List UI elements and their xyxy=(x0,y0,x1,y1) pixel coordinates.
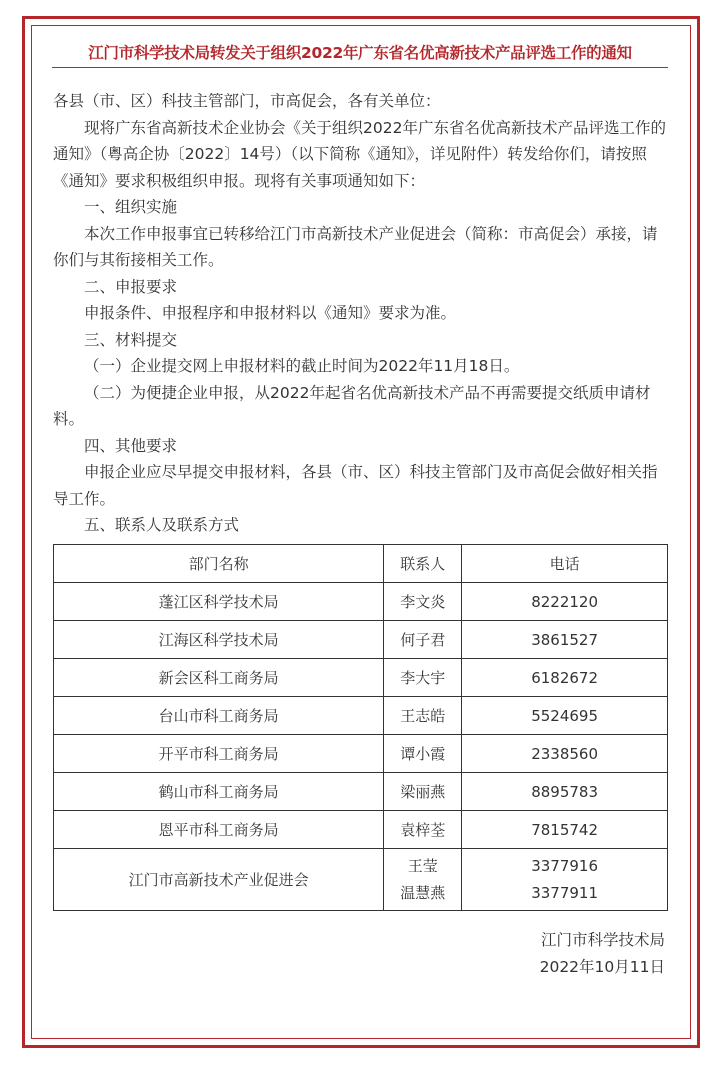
contact-cell: 梁丽燕 xyxy=(384,773,462,811)
phone-number: 3377916 xyxy=(531,856,599,875)
dept-cell: 恩平市科工商务局 xyxy=(54,811,384,849)
contact-cell: 李大宇 xyxy=(384,659,462,697)
title-divider xyxy=(52,67,668,68)
signature-block xyxy=(540,927,665,981)
section-3-item-1: （一）企业提交网上申报材料的截止时间为2022年11月18日。 xyxy=(84,357,520,375)
header-phone: 电话 xyxy=(462,545,668,583)
section-1-text: 本次工作申报事宜已转移给江门市高新技术产业促进会（简称：市高促会）承接，请你们与其衔接相关工作。 xyxy=(53,224,658,269)
contact-cell: 何子君 xyxy=(384,621,462,659)
section-heading-3: 三、材料提交 xyxy=(84,330,178,349)
section-3-item-2: （二）为便捷企业申报，从2022年起省名优高新技术产品不再需要提交纸质申请材料。 xyxy=(53,383,651,428)
table-row xyxy=(54,849,668,911)
table-row xyxy=(54,621,668,659)
section-heading-4: 四、其他要求 xyxy=(84,436,178,455)
contact-cell: 王志皓 xyxy=(384,697,462,735)
notice-body xyxy=(53,88,671,539)
contact-cell: 李文炎 xyxy=(384,583,462,621)
dept-cell: 新会区科工商务局 xyxy=(54,659,384,697)
section-heading-2: 二、申报要求 xyxy=(84,277,178,296)
phone-cell: 7815742 xyxy=(462,811,668,849)
contact-name: 温慧燕 xyxy=(400,883,446,902)
phone-cell: 3861527 xyxy=(462,621,668,659)
section-2-text: 申报条件、申报程序和申报材料以《通知》要求为准。 xyxy=(84,304,457,322)
table-header-row xyxy=(54,545,668,583)
table-row xyxy=(54,697,668,735)
phone-cell: 8895783 xyxy=(462,773,668,811)
section-heading-5: 五、联系人及联系方式 xyxy=(84,516,240,534)
intro-paragraph: 现将广东省高新技术企业协会《关于组织2022年广东省名优高新技术产品评选工作的通知》（粤高企协〔2022〕14号）（以下简称《通知》，详见附件）转发给你们，请按照《通知》要求积极组织申报。现将有关事项通知如下： xyxy=(53,118,666,190)
contact-cell xyxy=(384,849,462,911)
table-row xyxy=(54,735,668,773)
page-title: 江门市科学技术局转发关于组织2022年广东省名优高新技术产品评选工作的通知 xyxy=(88,44,632,62)
header-dept: 部门名称 xyxy=(54,545,384,583)
table-row xyxy=(54,583,668,621)
dept-cell: 江门市高新技术产业促进会 xyxy=(54,849,384,911)
contact-cell: 谭小霞 xyxy=(384,735,462,773)
dept-cell: 开平市科工商务局 xyxy=(54,735,384,773)
phone-cell: 8222120 xyxy=(462,583,668,621)
phone-cell: 5524695 xyxy=(462,697,668,735)
table-row xyxy=(54,773,668,811)
section-4-text: 申报企业应尽早提交申报材料，各县（市、区）科技主管部门及市高促会做好相关指导工作。 xyxy=(53,463,658,508)
dept-cell: 江海区科学技术局 xyxy=(54,621,384,659)
signature-org: 江门市科学技术局 xyxy=(540,931,665,949)
signature-date: 2022年10月11日 xyxy=(539,958,665,976)
dept-cell: 台山市科工商务局 xyxy=(54,697,384,735)
contacts-table xyxy=(53,544,668,911)
header-contact: 联系人 xyxy=(384,545,462,583)
contact-name: 王莹 xyxy=(407,856,438,875)
dept-cell: 鹤山市科工商务局 xyxy=(54,773,384,811)
salutation: 各县（市、区）科技主管部门，市高促会，各有关单位： xyxy=(53,92,441,110)
phone-cell: 2338560 xyxy=(462,735,668,773)
contact-cell: 袁梓荃 xyxy=(384,811,462,849)
table-row xyxy=(54,811,668,849)
phone-cell: 6182672 xyxy=(462,659,668,697)
section-heading-1: 一、组织实施 xyxy=(84,198,178,216)
dept-cell: 蓬江区科学技术局 xyxy=(54,583,384,621)
phone-number: 3377911 xyxy=(531,883,599,902)
phone-cell xyxy=(462,849,668,911)
table-row xyxy=(54,659,668,697)
